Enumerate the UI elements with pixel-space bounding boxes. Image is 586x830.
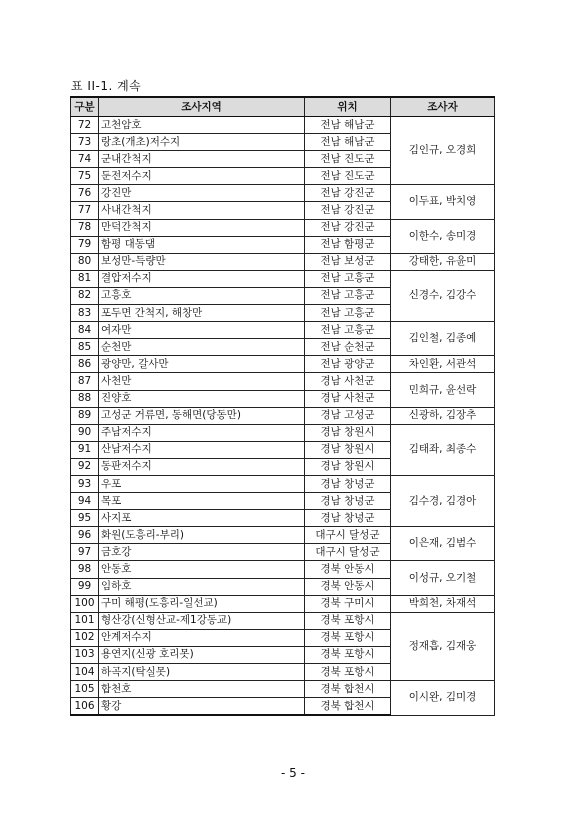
survey-area-cell: 주남저수지 [99,424,305,441]
location-cell: 전남 고흥군 [305,287,391,304]
survey-area-cell: 동판저수지 [99,458,305,475]
row-number: 93 [71,475,99,492]
location-cell: 경남 사천군 [305,390,391,407]
surveyor-cell: 김인규, 오경희 [391,117,495,185]
header-category: 구분 [71,97,99,117]
row-number: 72 [71,117,99,134]
location-cell: 전남 진도군 [305,168,391,185]
location-cell: 경남 고성군 [305,407,391,424]
survey-area-cell: 임하호 [99,578,305,595]
row-number: 91 [71,441,99,458]
survey-area-cell: 구미 해평(도흥리-일선교) [99,595,305,612]
location-cell: 전남 고흥군 [305,305,391,322]
location-cell: 전남 강진군 [305,219,391,236]
location-cell: 경북 구미시 [305,595,391,612]
row-number: 90 [71,424,99,441]
table-row [71,681,495,698]
surveyor-cell: 정재흡, 김재웅 [391,612,495,680]
survey-area-cell: 보성만-득량만 [99,253,305,270]
survey-area-cell: 목포 [99,493,305,510]
table-row [71,475,495,492]
header-surveyor: 조사자 [391,97,495,117]
surveyor-cell: 김인철, 김종예 [391,322,495,356]
header-survey-area: 조사지역 [99,97,305,117]
surveyor-cell: 차인환, 서관석 [391,356,495,373]
row-number: 97 [71,544,99,561]
table-row [71,527,495,544]
location-cell: 경남 창원시 [305,458,391,475]
location-cell: 경남 창녕군 [305,510,391,527]
location-cell: 경북 포항시 [305,646,391,663]
survey-area-cell: 여자만 [99,322,305,339]
surveyor-cell: 신경수, 김강수 [391,270,495,321]
location-cell: 전남 순천군 [305,339,391,356]
table-row [71,185,495,202]
row-number: 82 [71,287,99,304]
location-cell: 대구시 달성군 [305,527,391,544]
survey-area-cell: 진양호 [99,390,305,407]
survey-area-cell: 하곡지(탁실못) [99,664,305,681]
survey-table [70,96,495,716]
table-header-row [71,97,495,117]
survey-area-cell: 둔전저수지 [99,168,305,185]
row-number: 100 [71,595,99,612]
survey-area-cell: 고성군 거류면, 동해면(당동만) [99,407,305,424]
row-number: 87 [71,373,99,390]
row-number: 83 [71,305,99,322]
survey-area-cell: 사천만 [99,373,305,390]
table-row [71,595,495,612]
table-row [71,612,495,629]
table-row [71,253,495,270]
row-number: 104 [71,664,99,681]
survey-area-cell: 사내간척지 [99,202,305,219]
row-number: 103 [71,646,99,663]
surveyor-cell: 김태좌, 최종수 [391,424,495,475]
location-cell: 경북 안동시 [305,578,391,595]
location-cell: 경북 포항시 [305,612,391,629]
table-row [71,424,495,441]
surveyor-cell: 이한수, 송미경 [391,219,495,253]
location-cell: 경북 합천시 [305,698,391,716]
location-cell: 대구시 달성군 [305,544,391,561]
row-number: 81 [71,270,99,287]
surveyor-cell: 박희천, 차재석 [391,595,495,612]
row-number: 95 [71,510,99,527]
surveyor-cell: 이성규, 오기철 [391,561,495,595]
location-cell: 경북 합천시 [305,681,391,698]
row-number: 96 [71,527,99,544]
survey-area-cell: 사지포 [99,510,305,527]
survey-area-cell: 결압저수지 [99,270,305,287]
row-number: 80 [71,253,99,270]
surveyor-cell: 신광하, 김장추 [391,407,495,424]
row-number: 74 [71,151,99,168]
table-row [71,270,495,287]
survey-area-cell: 안계저수지 [99,629,305,646]
location-cell: 경북 포항시 [305,664,391,681]
survey-area-cell: 안동호 [99,561,305,578]
row-number: 106 [71,698,99,716]
row-number: 98 [71,561,99,578]
table-row [71,322,495,339]
row-number: 73 [71,134,99,151]
table-row [71,356,495,373]
survey-area-cell: 광양만, 갈사만 [99,356,305,373]
survey-area-cell: 강진만 [99,185,305,202]
location-cell: 전남 보성군 [305,253,391,270]
survey-area-cell: 용연지(신광 호리못) [99,646,305,663]
location-cell: 전남 강진군 [305,185,391,202]
table-row [71,373,495,390]
surveyor-cell: 강태한, 유윤미 [391,253,495,270]
table-row [71,219,495,236]
survey-area-cell: 형산강(신형산교-제1강동교) [99,612,305,629]
row-number: 75 [71,168,99,185]
page-number: - 5 - [281,766,305,780]
location-cell: 전남 함평군 [305,236,391,253]
location-cell: 경남 창원시 [305,441,391,458]
surveyor-cell: 민희규, 윤선락 [391,373,495,407]
survey-area-cell: 합천호 [99,681,305,698]
row-number: 86 [71,356,99,373]
location-cell: 경남 사천군 [305,373,391,390]
row-number: 78 [71,219,99,236]
survey-area-cell: 랑초(개초)저수지 [99,134,305,151]
table-body [71,117,495,716]
row-number: 92 [71,458,99,475]
row-number: 76 [71,185,99,202]
survey-area-cell: 황강 [99,698,305,716]
surveyor-cell: 이두표, 박치영 [391,185,495,219]
location-cell: 경남 창원시 [305,424,391,441]
location-cell: 전남 고흥군 [305,322,391,339]
row-number: 79 [71,236,99,253]
row-number: 88 [71,390,99,407]
location-cell: 경북 안동시 [305,561,391,578]
location-cell: 전남 광양군 [305,356,391,373]
survey-area-cell: 만덕간척지 [99,219,305,236]
location-cell: 경남 창녕군 [305,493,391,510]
table-row [71,407,495,424]
survey-area-cell: 화원(도흥리-부리) [99,527,305,544]
row-number: 102 [71,629,99,646]
row-number: 105 [71,681,99,698]
survey-area-cell: 고흥호 [99,287,305,304]
header-location: 위치 [305,97,391,117]
row-number: 77 [71,202,99,219]
row-number: 85 [71,339,99,356]
table-row [71,561,495,578]
row-number: 101 [71,612,99,629]
location-cell: 경북 포항시 [305,629,391,646]
location-cell: 전남 해남군 [305,134,391,151]
surveyor-cell: 이은재, 김범수 [391,527,495,561]
table-row [71,117,495,134]
location-cell: 전남 진도군 [305,151,391,168]
survey-area-cell: 고천암호 [99,117,305,134]
location-cell: 경남 창녕군 [305,475,391,492]
row-number: 84 [71,322,99,339]
location-cell: 전남 고흥군 [305,270,391,287]
row-number: 94 [71,493,99,510]
survey-area-cell: 순천만 [99,339,305,356]
location-cell: 전남 해남군 [305,117,391,134]
row-number: 99 [71,578,99,595]
surveyor-cell: 김수경, 김경아 [391,475,495,526]
row-number: 89 [71,407,99,424]
table-caption: 표 II-1. 계속 [71,79,142,93]
survey-area-cell: 산남저수지 [99,441,305,458]
surveyor-cell: 이시완, 김미경 [391,681,495,716]
location-cell: 전남 강진군 [305,202,391,219]
survey-area-cell: 함평 대동댐 [99,236,305,253]
survey-area-cell: 포두면 간척지, 해창만 [99,305,305,322]
survey-area-cell: 우포 [99,475,305,492]
survey-area-cell: 금호강 [99,544,305,561]
survey-area-cell: 군내간척지 [99,151,305,168]
